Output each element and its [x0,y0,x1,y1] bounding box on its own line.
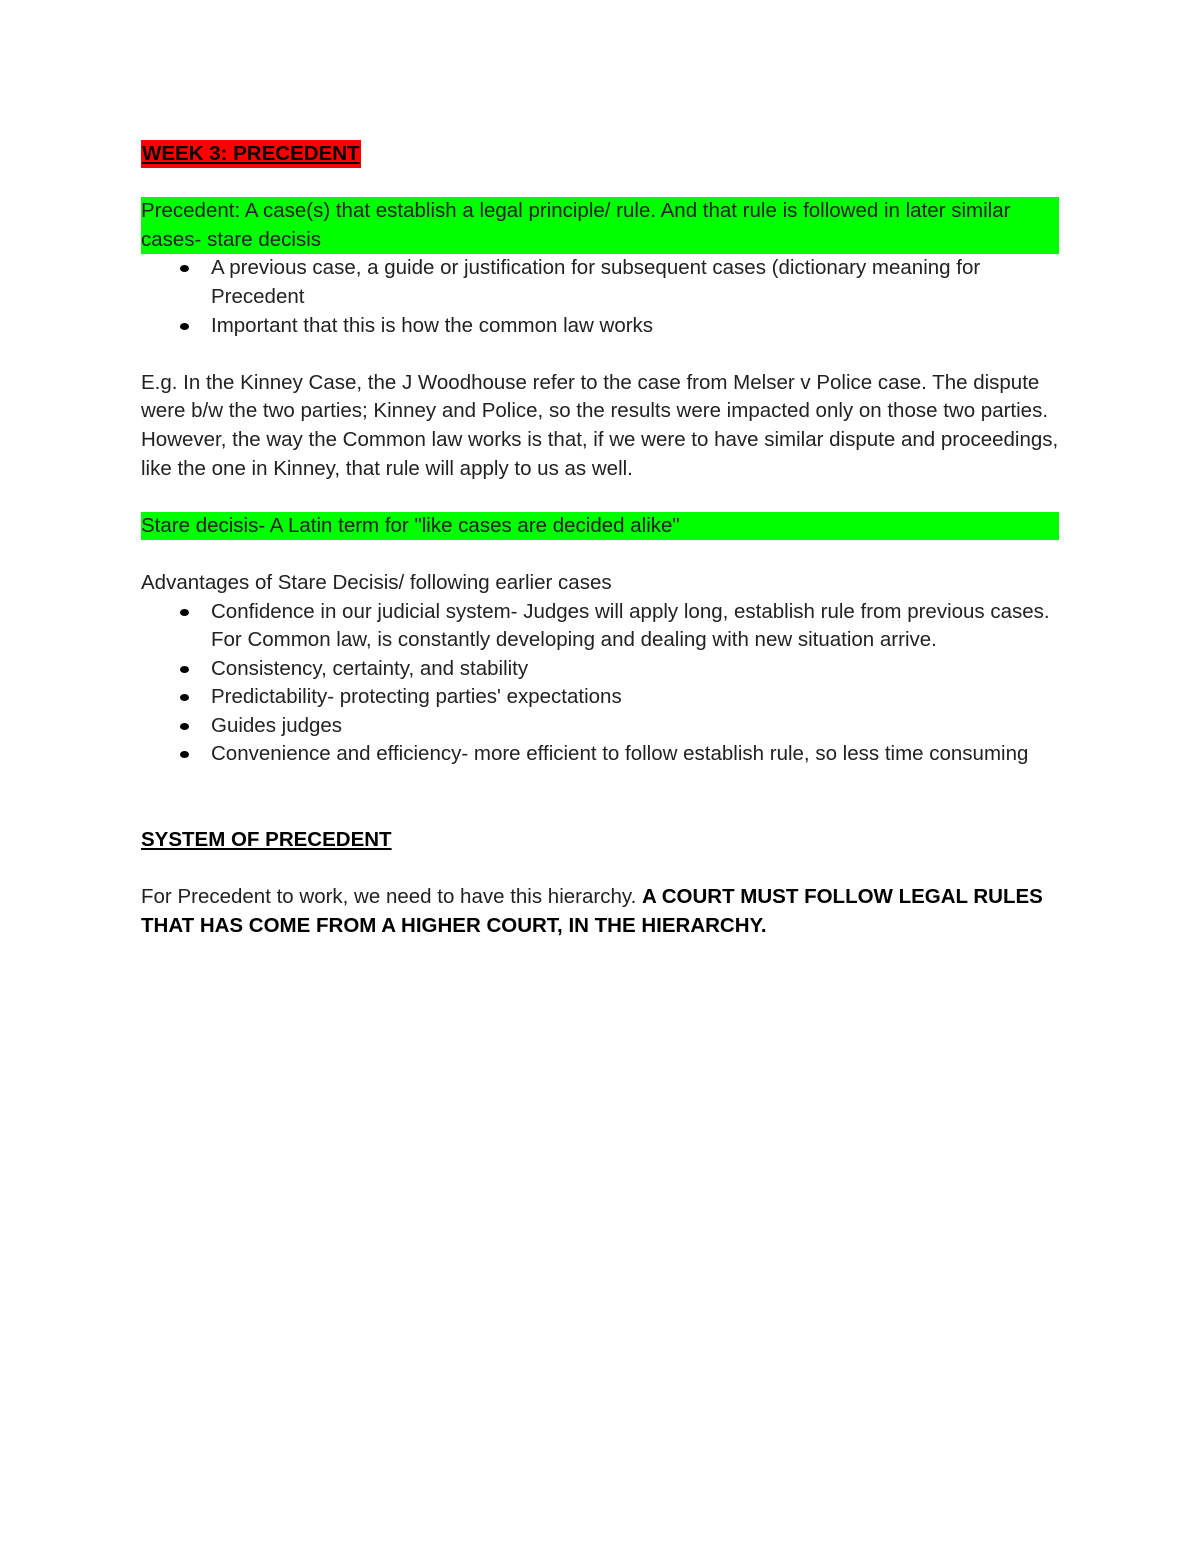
bullet-icon [180,323,189,330]
list-item: Convenience and efficiency- more efficient to follow establish rule, so less time consuming [141,740,1059,769]
hierarchy-text: For Precedent to work, we need to have this hierarchy. [141,885,642,909]
bullet-icon [180,751,189,758]
hierarchy-paragraph [141,883,1059,940]
kinney-example: E.g. In the Kinney Case, the J Woodhouse refer to the case from Melser v Police case. The dispute were b/w the two parties; Kinney and Police, so the results were impacted only on those two parties. However, the way the Common law works is that, if we were to have similar dispute and proceedings, like the one in Kinney, that rule will apply to us as well. [141,370,1059,480]
advantages-title: Advantages of Stare Decisis/ following earlier cases [141,570,612,594]
hierarchy-rule: A COURT MUST FOLLOW LEGAL RULES THAT HAS COME FROM A HIGHER COURT, IN THE HIERARCHY. [141,885,1043,938]
list-item: Predictability- protecting parties' expectations [141,683,1059,712]
week-heading: WEEK 3: PRECEDENT [141,140,361,168]
precedent-definition: Precedent: A case(s) that establish a legal principle/ rule. And that rule is followed in later similar cases- stare decisis [141,197,1059,254]
advantages-bullet-list [141,598,1059,770]
stare-decisis-definition: Stare decisis- A Latin term for "like cases are decided alike" [141,512,1059,541]
list-item: A previous case, a guide or justification for subsequent cases (dictionary meaning for Precedent [141,254,1059,311]
system-heading-line [141,826,1059,855]
bullet-icon [180,723,189,730]
bullet-icon [180,609,189,616]
document-page [141,140,1059,941]
definition-bullet-list [141,254,1059,340]
list-item: Important that this is how the common law works [141,312,1059,341]
bullet-icon [180,666,189,673]
week-heading-line [141,140,1059,169]
list-item: Confidence in our judicial system- Judges will apply long, establish rule from previous cases. For Common law, is constantly developing and dealing with new situation arrive. [141,598,1059,655]
system-of-precedent-heading: SYSTEM OF PRECEDENT [141,828,392,852]
list-item: Guides judges [141,712,1059,741]
list-item: Consistency, certainty, and stability [141,655,1059,684]
bullet-icon [180,694,189,701]
bullet-icon [180,265,189,272]
